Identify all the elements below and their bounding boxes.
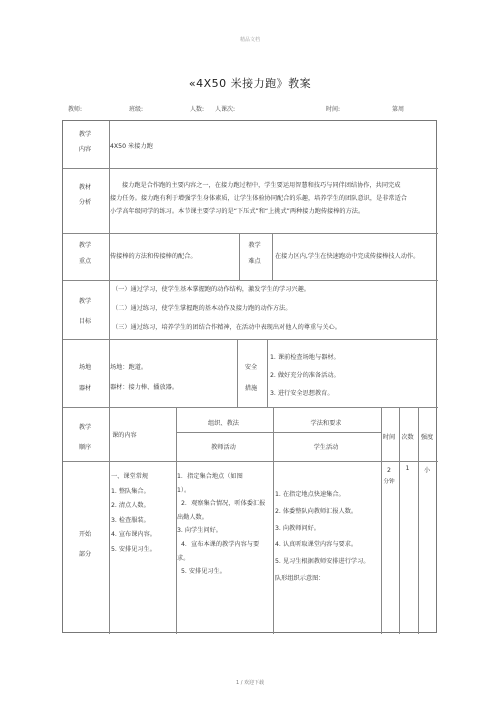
analysis-label: 教材 分析 bbox=[78, 184, 92, 206]
course-content-header: 课的内容 bbox=[112, 432, 137, 439]
meta-week: 第周 bbox=[392, 106, 405, 113]
content-value: 4X50 米接力跑 bbox=[110, 143, 153, 150]
meta-teacher: 教师: bbox=[68, 106, 83, 113]
key-label: 教学 重点 bbox=[78, 242, 92, 265]
venue-equipment: 器材：接力棒、播放器。 bbox=[110, 384, 179, 391]
start-intensity: 小 bbox=[423, 467, 431, 474]
key-value: 传接棒的方法和传接棒的配合。 bbox=[110, 253, 197, 260]
start-teacher-activity: 1．指定集合地点（如图 1）。 2．观察集合情况，听体委汇报 出勤人数。 3. 向学生问好。 4．宣布本课的教学内容与要 求。 5. 安排见习生。 bbox=[177, 473, 266, 576]
intensity-header: 强度 bbox=[420, 434, 434, 441]
sequence-label: 教学 顺序 bbox=[78, 424, 92, 451]
start-content: 一、课堂常规 1. 整队集合。 2. 清点人数。 3. 检查服装。 4. 宣布课内容。 5. 安排见习生。 bbox=[111, 473, 156, 553]
safety-label: 安全 措施 bbox=[244, 364, 258, 392]
page-footer: 1 / 欢迎下载 bbox=[235, 680, 265, 686]
difficulty-label: 教学 难点 bbox=[248, 242, 261, 265]
venue-label: 场地 器材 bbox=[78, 364, 92, 392]
org-method-header: 组织、教法 bbox=[208, 420, 239, 427]
meta-class: 班级: bbox=[129, 106, 144, 113]
venue-field: 场地：跑道。 bbox=[110, 364, 148, 371]
analysis-text: 接力跑是合作跑的主要内容之一，在接力跑过程中，学生要运用智慧和技巧与同伴团结协作，共同完成 接力任务。接力跑有利于增强学生身体素质，让学生体验协同配合的乐趣，培养学生的团队意识，是非常适合 小学高年级同学的练习。本节课主要学习的是“下压式”和“上挑式”两种接力跑传接棒的方法。 bbox=[110, 182, 407, 215]
content-label: 教学 内容 bbox=[78, 131, 92, 153]
count-header: 次数 bbox=[401, 434, 414, 441]
start-time: 2 分钟 bbox=[383, 467, 395, 485]
start-count: 1 bbox=[405, 465, 410, 472]
difficulty-value: 在接力区内,学生在快速跑动中完成传接棒技人动作。 bbox=[275, 253, 420, 260]
study-method-header: 学法和要求 bbox=[310, 420, 342, 427]
student-activity-header: 学生活动 bbox=[313, 444, 339, 451]
teacher-activity-header: 教师活动 bbox=[211, 444, 236, 451]
start-part-label: 开始 部分 bbox=[78, 531, 92, 558]
header-note: 精品文档 bbox=[239, 37, 260, 43]
page-title: «4X50 米接力跑》教案 bbox=[188, 77, 312, 90]
safety-measures: 1. 课前检查场地与器材。 2. 做好充分的准备活动。 3. 进行安全思想教育。 bbox=[270, 354, 340, 397]
start-student-activity: 1. 在指定地点快速集合。 2. 体委整队向教师汇报人数。 3. 向教师问好。 4. 认真听取课堂内容与要求。 5. 见习生根据教师安排进行学习。 队形组织示意图： bbox=[275, 491, 370, 582]
meta-students: 人数: bbox=[190, 106, 205, 113]
meta-time: 时间: bbox=[326, 106, 341, 113]
goals-label: 教学 目标 bbox=[78, 298, 92, 325]
meta-lessons: 人课次: bbox=[215, 106, 236, 113]
time-header: 时间 bbox=[382, 434, 396, 441]
goals-text: （一）通过学习，使学生基本掌握跑的动作结构，激发学生的学习兴趣。 （二）通过练习，使学生掌握跑的基本动作及接力跑的动作方法。 （三）通过练习，培养学生的团结合作精神，在活动中表现出对他人的尊重与关心。 bbox=[112, 286, 341, 331]
